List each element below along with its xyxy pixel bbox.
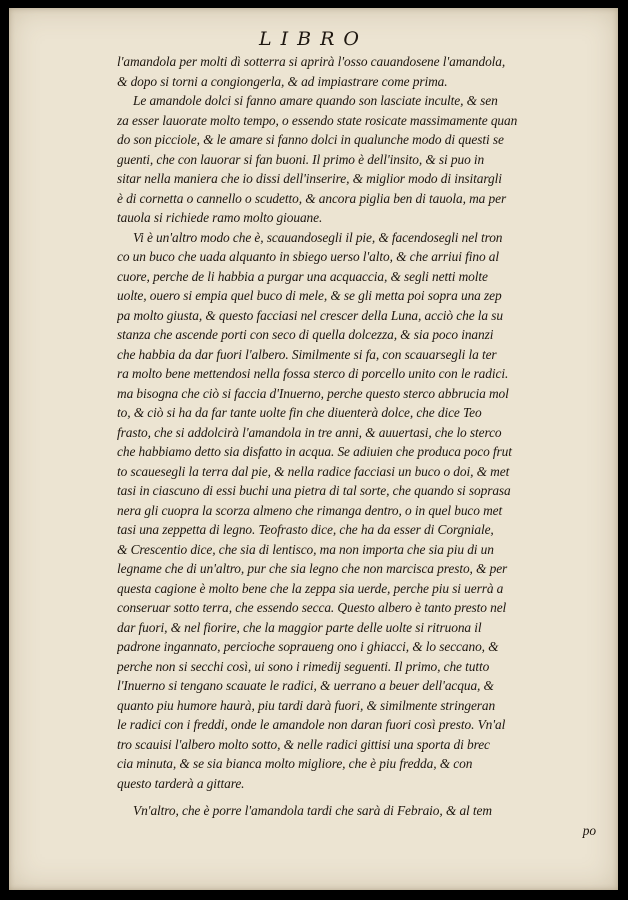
text-line: Vn'altro, che è porre l'amandola tardi che sarà di Febraio, & al tem (133, 803, 492, 818)
text-line: tasi una zeppetta di legno. Teofrasto dice, che ha da esser di Corgniale, (117, 522, 494, 537)
body-text (117, 52, 600, 840)
text-line: Vi è un'altro modo che è, scauandosegli il pie, & facendosegli nel tron (133, 229, 503, 245)
text-line: l'Inuerno si tengano scauate le radici, & uerrano a beuer dell'acqua, & (117, 678, 494, 693)
text-line: quanto piu humore haurà, piu tardi darà fuori, & similmente stringeran (117, 697, 496, 713)
text-line: co un buco che uada alquanto in sbiego uerso l'alto, & che arriui fino al (117, 249, 499, 264)
text-line: & Crescentio dice, che sia di lentisco, ma non importa che sia piu di un (117, 541, 494, 557)
text-line: frasto, che si addolcirà l'amandola in tre anni, & auuertasi, che lo sterco (117, 424, 502, 440)
text-line: dar fuori, & nel fiorire, che la maggior parte delle uolte si ritruona il (117, 619, 482, 635)
text-line: legname che di un'altro, pur che sia legno che non marcisca presto, & per (117, 561, 508, 576)
text-line: to, & ciò si ha da far tante uolte fin che diuenterà dolce, che dice Teo (117, 405, 482, 420)
text-line: stanza che ascende porti con seco di quella dolcezza, & sia poco inanzi (117, 327, 494, 342)
running-head: LIBRO (259, 28, 368, 50)
text-line: uolte, ouero si empia quel buco di mele, & se gli metta poi sopra una zep (117, 288, 502, 303)
text-line: po (582, 822, 596, 838)
text-line: tauola si richiede ramo molto giouane. (117, 210, 323, 225)
text-line: cuore, perche de li habbia a purgar una acquaccia, & segli netti molte (117, 268, 488, 284)
text-line: ra molto bene mettendosi nella fossa sterco di porcello unito con le radici. (117, 366, 509, 381)
text-line: ma bisogna che ciò si faccia d'Inuerno, perche questo sterco abbrucia mol (117, 385, 509, 401)
text-line: che habbiamo detto sia disfatto in acqua. Se adiuien che produca poco frut (117, 444, 512, 459)
text-line: guenti, che con lauorar si fan buoni. Il primo è dell'insito, & si puo in (117, 151, 485, 167)
text-line: sitar nella maniera che io dissi dell'inserire, & miglior modo di insitargli (117, 171, 502, 186)
text-line: & dopo si torni a congiongerla, & ad impiastrare come prima. (117, 73, 448, 89)
text-line: tro scauisi l'albero molto sotto, & nelle radici gittisi una sporta di brec (117, 736, 490, 752)
text-line: pa molto giusta, & questo facciasi nel crescer della Luna, acciò che la su (117, 307, 503, 323)
text-line: che habbia da dar fuori l'albero. Similmente si fa, con scauarsegli la ter (117, 346, 497, 362)
text-line: Le amandole dolci si fanno amare quando son lasciate inculte, & sen (133, 93, 498, 108)
text-line: nera gli cuopra la scorza almeno che rimanga dentro, o in quel buco met (117, 502, 503, 518)
text-line: padrone ingannato, percioche sopraueng ono i ghiacci, & lo seccano, & (117, 639, 499, 654)
text-line: è di cornetta o cannello o scudetto, & ancora piglia ben di tauola, ma per (117, 190, 507, 206)
text-line: cia minuta, & se sia bianca molto migliore, che è piu fredda, & con (117, 756, 473, 771)
text-line: perche non si secchi così, ui sono i rimedij seguenti. Il primo, che tutto (117, 658, 490, 674)
text-line: le radici con i freddi, onde le amandole non daran fuori così presto. Vn'al (117, 717, 506, 732)
text-line: conseruar sotto terra, che essendo secca. Questo albero è tanto presto nel (117, 600, 507, 615)
book-page (9, 8, 618, 890)
text-line: l'amandola per molti dì sotterra si aprirà l'osso cauandosene l'amandola, (117, 54, 506, 69)
text-line: questo tarderà a gittare. (117, 775, 245, 791)
text-line: za esser lauorate molto tempo, o essendo state rosicate massimamente quan (117, 112, 518, 128)
text-line: do son picciole, & le amare si fanno dolci in qualunche modo di questi se (117, 132, 504, 147)
text-line: questa cagione è molto bene che la zeppa sia uerde, perche piu si uerrà a (117, 580, 504, 596)
text-line: tasi in ciascuno di essi buchi una pietra di tal sorte, che quando si soprasa (117, 483, 511, 498)
text-line: to scauesegli la terra dal pie, & nella radice facciasi un buco o doi, & met (117, 463, 510, 479)
